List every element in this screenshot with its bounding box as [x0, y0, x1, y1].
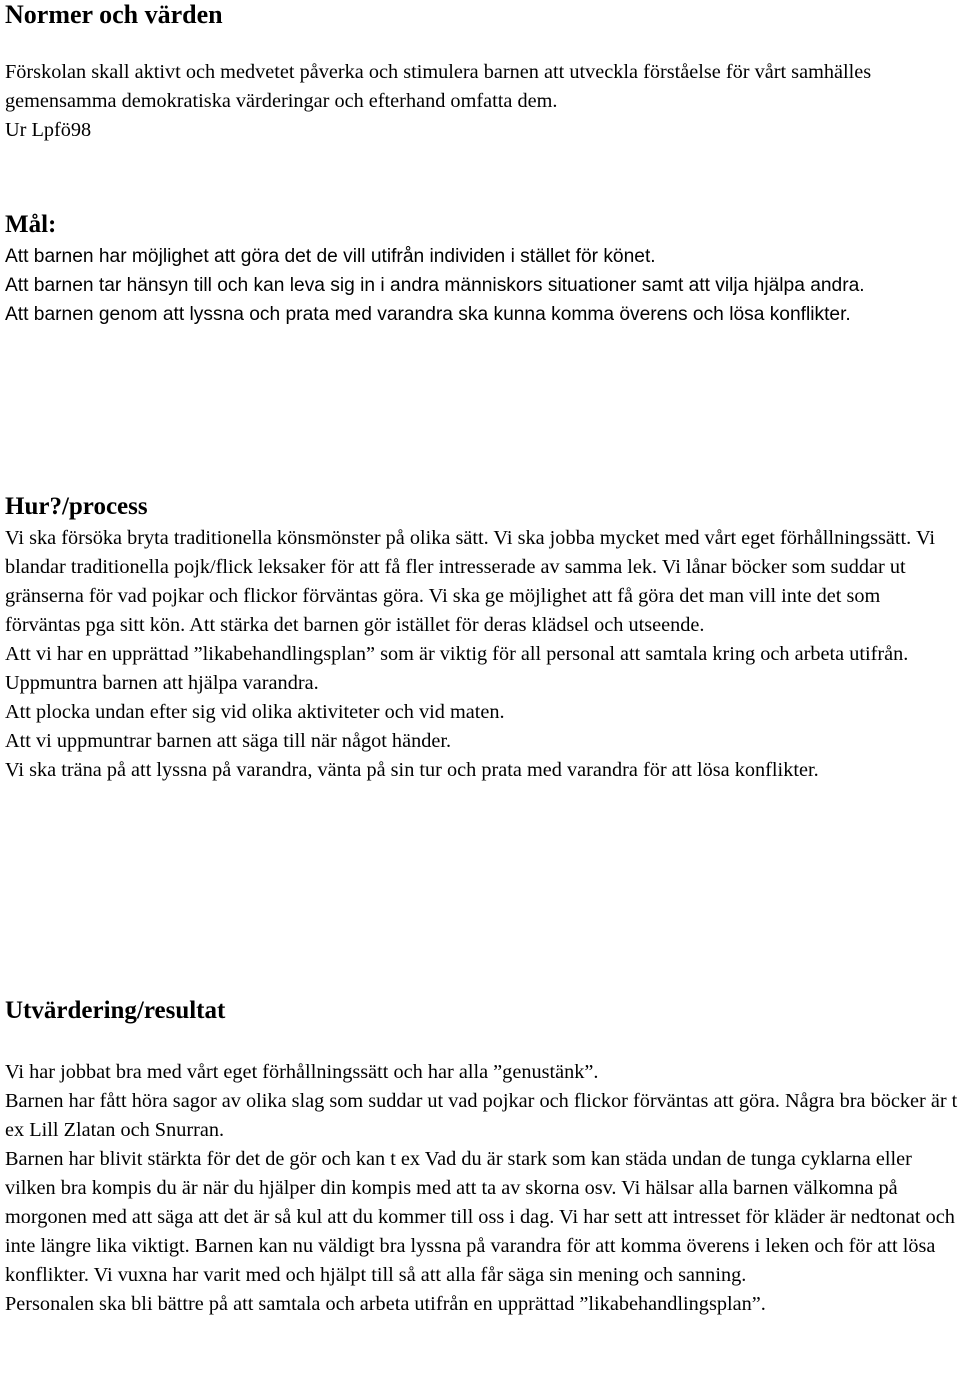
section-utvardering [5, 996, 960, 1026]
paragraph-process-6: Vi ska träna på att lyssna på varandra, vänta på sin tur och prata med varandra för att lösa konflikter. [5, 759, 819, 781]
paragraph-normer-source: Ur Lpfö98 [5, 119, 92, 141]
section-process [5, 492, 960, 522]
section-normer-body [5, 58, 905, 145]
section-heading-mal: Mål: [5, 211, 57, 238]
paragraph-process-4: Att plocka undan efter sig vid olika aktiviteter och vid maten. [5, 701, 505, 723]
paragraph-utvardering-1: Vi har jobbat bra med vårt eget förhållningssätt och har alla ”genustänk”. [5, 1061, 599, 1083]
section-heading-normer: Normer och värden [5, 0, 223, 29]
paragraph-process-1: Vi ska försöka bryta traditionella könsmönster på olika sätt. Vi ska jobba mycket med vårt eget förhållningssätt. Vi blandar traditionella pojk/flick leksaker för att få fler intresserade av samma lek. Vi lånar böcker som suddar ut gränserna för vad pojkar och flickor förväntas göra. Vi ska ge möjlighet att få göra det man vill inte det som förväntas pga sitt kön. Att stärka det barnen gör istället för deras klädsel och utseende. [5, 527, 936, 636]
paragraph-mal-3: Att barnen genom att lyssna och prata med varandra ska kunna komma överens och lösa konflikter. [5, 304, 851, 325]
paragraph-utvardering-3: Barnen har blivit stärkta för det de gör och kan t ex Vad du är stark som kan städa undan de tunga cyklarna eller vilken bra kompis du är när du hjälper din kompis med att ta av skorna osv. Vi hälsar alla barnen välkomna på morgonen med att säga att det är så kul att du kommer till oss i dag. Vi har sett att intresset för kläder är nedtonat och inte längre lika viktigt. Barnen kan nu väldigt bra lyssna på varandra för att komma överens i leken och för att lösa konflikter. Vi vuxna har varit med och hjälpt till så att alla får säga sin mening och sanning. [5, 1148, 955, 1286]
paragraph-normer-intro: Förskolan skall aktivt och medvetet påverka och stimulera barnen att utveckla förståelse för vårt samhälles gemensamma demokratiska värderingar och efterhand omfatta dem. [5, 61, 872, 112]
section-utvardering-body [5, 1058, 960, 1319]
section-mal [5, 210, 960, 240]
paragraph-process-2: Att vi har en upprättad ”likabehandlingsplan” som är viktig för all personal att samtala kring och arbeta utifrån. [5, 643, 909, 665]
paragraph-utvardering-4: Personalen ska bli bättre på att samtala och arbeta utifrån en upprättad ”likabehandlingsplan”. [5, 1293, 766, 1315]
section-mal-body [5, 242, 905, 329]
section-process-body [5, 524, 950, 785]
section-heading-process: Hur?/process [5, 493, 148, 520]
paragraph-utvardering-2: Barnen har fått höra sagor av olika slag som suddar ut vad pojkar och flickor förväntas att göra. Några bra böcker är t ex Lill Zlatan och Snurran. [5, 1090, 958, 1141]
paragraph-mal-2: Att barnen tar hänsyn till och kan leva sig in i andra människors situationer samt att vilja hjälpa andra. [5, 275, 865, 296]
paragraph-mal-1: Att barnen har möjlighet att göra det de vill utifrån individen i stället för könet. [5, 246, 656, 267]
paragraph-process-5: Att vi uppmuntrar barnen att säga till när något händer. [5, 730, 452, 752]
section-normer [5, 0, 960, 30]
section-heading-utvardering: Utvärdering/resultat [5, 997, 226, 1024]
paragraph-process-3: Uppmuntra barnen att hjälpa varandra. [5, 672, 319, 694]
